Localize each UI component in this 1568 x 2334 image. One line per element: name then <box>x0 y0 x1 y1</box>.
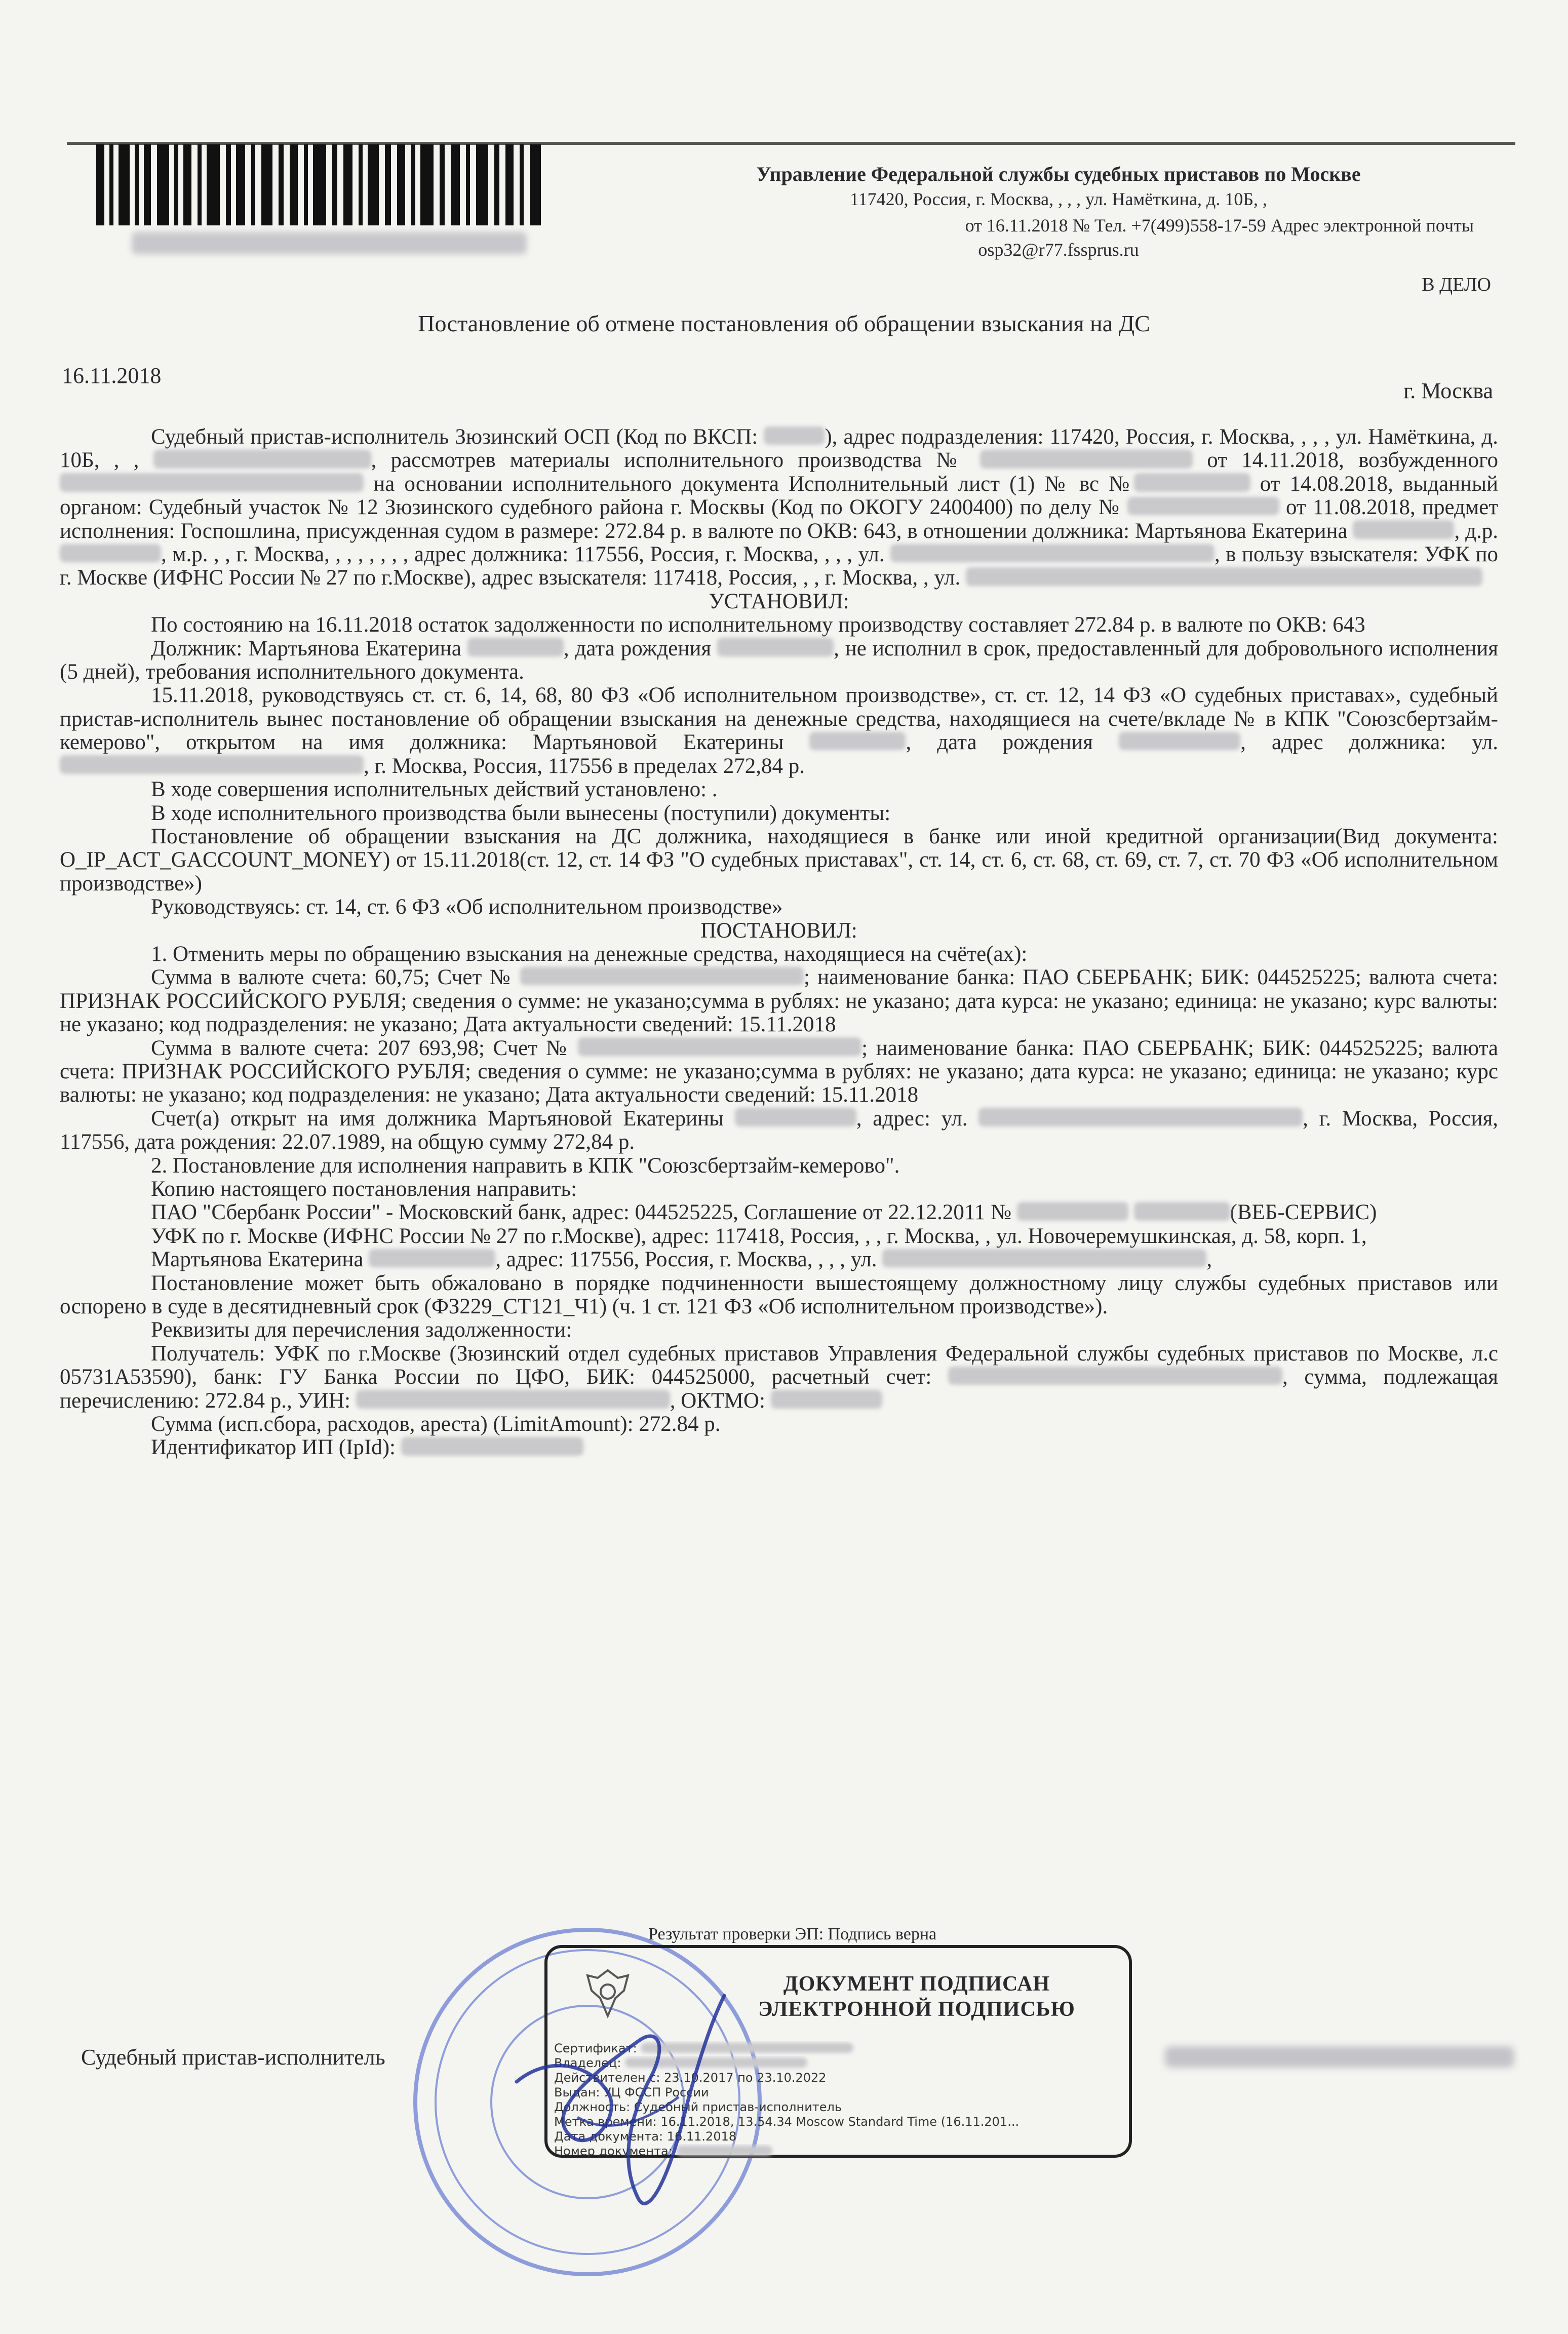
document-date: 16.11.2018 <box>62 363 162 388</box>
paragraph-item-1: 1. Отменить меры по обращению взыскания на денежные средства, находящиеся на счёте(ах): <box>151 942 1028 966</box>
text: , дата рождения <box>563 636 712 660</box>
signer-name-redacted <box>1165 2046 1514 2068</box>
document-body <box>60 425 1498 1460</box>
text: , г. Москва, Россия, 117556, дата рождения: 22.07.1989, на общую сумму 272,84 р. <box>60 1106 1499 1154</box>
text: , ОКТМО: <box>670 1388 765 1413</box>
paragraph-balance: По состоянию на 16.11.2018 остаток задолженности по исполнительному производству составляет 272.84 р. в валюте по ОКВ: 643 <box>151 613 1365 637</box>
signer-role: Судебный пристав-исполнитель <box>81 2045 385 2070</box>
paragraph-debtor <box>60 637 1498 684</box>
redacted <box>1353 520 1454 539</box>
paragraph-recipient-ufk: УФК по г. Москве (ИФНС России № 27 по г.Москве), адрес: 117418, Россия, , , г. Москва, , ул. Новочеремушкинская, д. 58, корп. 1, <box>151 1224 1367 1248</box>
paragraph-guided-by: Руководствуясь: ст. 14, ст. 6 ФЗ «Об исполнительном производстве» <box>151 895 783 919</box>
text: 15.11.2018, руководствуясь ст. ст. 6, 14, 68, 80 ФЗ «Об исполнительном производстве», ст. ст. 12, 14 ФЗ «О судебных приставах», судебный пристав-исполнитель вынес постановление об обращении взыскания на денежные средства, находящиеся на счете/вкладе № в КПК "Союзсбертзайм-кемерово", открытом на имя должника: Мартьяновой Екатерины <box>60 683 1498 755</box>
signature-check-result: Результат проверки ЭП: Подпись верна <box>648 1925 937 1943</box>
redacted <box>948 1367 1282 1385</box>
e-signature-title <box>729 1971 1104 2022</box>
text: , адрес должника: ул. <box>1240 730 1499 755</box>
text: Владелец: <box>554 2056 621 2070</box>
paragraph-item-2: 2. Постановление для исполнения направить в КПК "Союзсбертзайм-кемерово". <box>151 1153 900 1178</box>
org-contact-text: от 16.11.2018 № Тел. +7(499)558-17-59 Адрес электронной почты <box>965 215 1474 236</box>
redacted <box>1119 732 1240 751</box>
text: , <box>1206 1248 1212 1272</box>
text: , г. Москва, Россия, 117556 в пределах 272,84 р. <box>364 754 805 778</box>
text: ; наименование банка: ПАО СБЕРБАНК; БИК: 044525225; валюта счета: ПРИЗНАК РОССИЙСКОГО РУБЛЯ; сведения о сумме: не указано;сумма в рублях: не указано; дата курса: не указано; единица: не указано; курс валюты: не указано; код подразделения: не указано; Дата актуальности сведений: 15.11.2018 <box>60 1036 1499 1107</box>
org-address: 117420, Россия, г. Москва, , , , ул. Намёткина, д. 10Б, , <box>850 189 1267 209</box>
paragraph-actions: В ходе совершения исполнительных действий установлено: . <box>151 777 718 802</box>
text: Сумма в валюте счета: 60,75; Счет № <box>151 965 513 990</box>
text: Сумма в валюте счета: 207 693,98; Счет № <box>151 1036 570 1060</box>
redacted <box>890 544 1214 563</box>
text: , адрес: ул. <box>856 1106 968 1131</box>
paragraph-intro <box>60 425 1498 590</box>
redacted <box>978 1108 1303 1126</box>
redacted <box>60 544 161 563</box>
redacted <box>60 473 364 492</box>
org-name: Управление Федеральной службы судебных приставов по Москве <box>756 163 1361 185</box>
text: Идентификатор ИП (IpId): <box>151 1435 396 1460</box>
text: Судебный пристав-исполнитель Зюзинский ОСП (Код по ВКСП: <box>151 425 758 449</box>
text: , д.р. <box>1454 519 1498 543</box>
paragraph-document-item: Постановление об обращении взыскания на ДС должника, находящиеся в банке или иной кредитной организации(Вид документа: O_IP_ACT_GACCOUNT_MONEY) от 15.11.2018(ст. 12, ст. 14 ФЗ "О судебных приставах", ст. 14, ст. 6, ст. 68, ст. 69, ст. 7, ст. 70 ФЗ «Об исполнительном производстве») <box>60 824 1498 896</box>
handwritten-signature-icon <box>486 1965 750 2229</box>
doc-date-line: Дата документа: 16.11.2018 <box>554 2129 737 2144</box>
paragraph-requisites: Реквизиты для перечисления задолженности: <box>151 1318 572 1342</box>
redacted <box>1134 1202 1230 1221</box>
text: Должник: Мартьянова Екатерина <box>151 636 461 660</box>
redacted <box>520 967 804 986</box>
paragraph-copy-to: Копию настоящего постановления направить: <box>151 1177 577 1201</box>
redacted <box>467 638 564 656</box>
to-file-label: В ДЕЛО <box>1422 274 1491 295</box>
org-contact <box>643 215 1474 236</box>
redacted <box>369 1249 495 1268</box>
text: , сумма, подлежащая перечислению: 272.84 р., УИН: <box>60 1365 1498 1413</box>
timestamp-line: Метка времени: 16.11.2018, 13.54.34 Moscow Standard Time (16.11.201... <box>554 2115 1020 2129</box>
redacted <box>356 1390 670 1409</box>
text: на основании исполнительного документа Исполнительный лист (1) № вс № <box>373 472 1134 496</box>
redacted <box>1134 473 1250 492</box>
paragraph-recipient-bank <box>60 1201 1498 1224</box>
redacted <box>764 426 825 445</box>
text: , рассмотрев материалы исполнительного производства № <box>371 448 966 473</box>
redacted <box>735 1108 856 1126</box>
established-heading: УСТАНОВИЛ: <box>709 589 849 613</box>
barcode-number-redacted <box>132 232 527 254</box>
redacted <box>809 732 906 751</box>
text: Счет(а) открыт на имя должника Мартьяновой Екатерины <box>151 1106 724 1131</box>
document-city: г. Москва <box>1403 378 1493 403</box>
text: от 14.08.2018, выданный органом: Судебный участок № 12 Зюзинского судебного района г. Москвы (Код по ОКОГУ 2400400) по делу № <box>60 472 1498 520</box>
redacted <box>882 1249 1206 1268</box>
text: , адрес: 117556, Россия, г. Москва, , , , ул. <box>495 1248 877 1272</box>
text: от 11.08.2018, предмет исполнения: Госпошлина, присужденная судом в размере: 272.84 р. в валюте по ОКВ: 643, в отношении должника: Мартьянова Екатерина <box>60 495 1499 543</box>
paragraph-recipient-details <box>60 1342 1498 1413</box>
redacted <box>980 450 1193 469</box>
e-signature-title-line-1: ДОКУМЕНТ ПОДПИСАН <box>783 1972 1050 1996</box>
redacted <box>153 450 371 469</box>
redacted <box>578 1037 861 1056</box>
text: ), адрес подразделения: 117420, Россия, г. Москва, , , , ул. Намёткина, д. 10Б, , , <box>60 425 1499 473</box>
paragraph-documents: В ходе исполнительного производства были вынесены (поступили) документы: <box>151 801 891 825</box>
paragraph-account-1 <box>60 966 1498 1036</box>
redacted <box>401 1437 583 1456</box>
redacted <box>717 638 834 656</box>
paragraph-limit-amount: Сумма (исп.сбора, расходов, ареста) (LimitAmount): 272.84 р. <box>151 1412 721 1436</box>
text: , м.р. , , г. Москва, , , , , , , , адрес должника: 117556, Россия, г. Москва, , , , ул. <box>161 542 885 567</box>
text: , в пользу взыскателя: УФК по г. Москве (ИФНС России № 27 по г.Москве), адрес взыскателя: 117418, Россия, , , г. Москва, , ул. <box>60 542 1499 590</box>
paragraph-appeal: Постановление может быть обжаловано в порядке подчиненности вышестоящему должностному лицу службы судебных приставов или оспорено в суде в десятидневный срок (ФЗ229_СТ121_Ч1) (ч. 1 ст. 121 ФЗ «Об исполнительном производстве»). <box>60 1271 1498 1319</box>
paragraph-ip-id <box>60 1436 1498 1459</box>
paragraph-account-owner <box>60 1107 1498 1154</box>
redacted <box>60 755 364 774</box>
text: от 14.11.2018, возбужденного <box>1207 448 1499 473</box>
issuer-line: Выдан: УЦ ФССП России <box>554 2085 709 2099</box>
text: Сертификат: <box>554 2041 637 2055</box>
org-email: osp32@r77.fssprus.ru <box>978 240 1139 260</box>
paragraph-recipient-debtor <box>60 1248 1498 1271</box>
text: (ВЕБ-СЕРВИС) <box>1230 1200 1377 1225</box>
position-line: Должность: Судебный пристав-исполнитель <box>554 2100 842 2114</box>
e-signature-title-line-2: ЭЛЕКТРОННОЙ ПОДПИСЬЮ <box>758 1998 1075 2021</box>
text: Мартьянова Екатерина <box>151 1248 364 1272</box>
redacted <box>1017 1202 1128 1221</box>
text: Получатель: УФК по г.Москве (Зюзинский отдел судебных приставов Управления Федеральной службы судебных приставов по Москве, л.с 05731А53590), банк: ГУ Банка России по ЦФО, БИК: 044525000, расчетный счет: <box>60 1341 1498 1389</box>
valid-line: Действителен с: 23.10.2017 по 23.10.2022 <box>554 2071 827 2085</box>
paragraph-account-2 <box>60 1037 1498 1107</box>
resolved-heading: ПОСТАНОВИЛ: <box>700 918 857 943</box>
text: ПАО "Сбербанк России" - Московский банк, адрес: 044525225, Соглашение от 22.12.2011 № <box>151 1200 1012 1225</box>
redacted <box>1127 497 1279 516</box>
text: , дата рождения <box>906 730 1093 755</box>
paragraph-prior-decision <box>60 684 1498 778</box>
redacted <box>771 1390 882 1409</box>
document-title: Постановление об отмене постановления об обращении взыскания на ДС <box>418 310 1150 336</box>
text: ; наименование банка: ПАО СБЕРБАНК; БИК: 044525225; валюта счета: ПРИЗНАК РОССИЙСКОГО РУБЛЯ; сведения о сумме: не указано;сумма в рублях: не указано; дата курса: не указано; единица: не указано; курс валюты: не указано; код подразделения: не указано; Дата актуальности сведений: 15.11.2018 <box>60 965 1499 1037</box>
redacted <box>966 567 1482 586</box>
text: , не исполнил в срок, предоставленный для добровольного исполнения (5 дней), требования исполнительного документа. <box>60 636 1499 684</box>
text: Номер документа: <box>554 2144 673 2158</box>
